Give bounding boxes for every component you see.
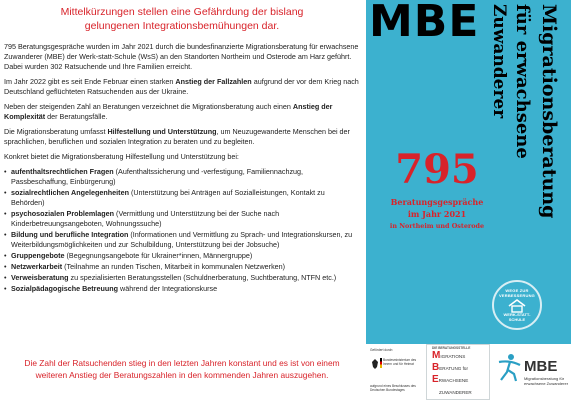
paragraph-2: [4, 77, 360, 97]
body-text: [4, 42, 360, 295]
p2-b: Anstieg der Fallzahlen: [175, 77, 252, 86]
service-bold: Netzwerkarbeit: [11, 262, 63, 271]
poster-vertical-1: Migrationsberatung: [538, 4, 560, 219]
list-item: [4, 209, 360, 229]
bmi-ministry: Bundesministerium des Innern und für Heimat: [383, 358, 417, 366]
mbe-logo-subtitle: Migrationsberatung für erwachsene Zuwanderer: [524, 376, 569, 386]
mbe-logo-letter: E: [432, 374, 439, 385]
poster-vertical-2: für erwachsene: [512, 4, 533, 159]
list-item: [4, 188, 360, 208]
list-item: [4, 284, 360, 294]
p4-c: , um Neuzugewanderte Menschen bei der sprachlichen, beruflichen und sozialen Integration zu beraten und zu begleiten.: [4, 127, 350, 146]
p4-b: Hilfestellung und Unterstützung: [107, 127, 217, 136]
headline-line1: Mittelkürzungen stellen eine Gefährdung der bislang: [60, 6, 304, 18]
p1-b: wurden im: [84, 42, 122, 51]
stat-line2: im Jahr 2021: [407, 209, 467, 219]
mbe-logo-row: [432, 363, 468, 374]
poster-brand: MBE: [369, 0, 480, 47]
mbe-logo-text: ZUWANDERER: [439, 390, 472, 395]
mbe-logo-text: RWACHSENE: [438, 378, 469, 383]
service-rest: (Teilnahme an runden Tischen, Mitarbeit in kommunalen Netzwerken): [62, 262, 286, 271]
bmi-decision: aufgrund eines Beschlusses des Deutschen Bundestages: [370, 384, 416, 392]
service-rest: (Vermittlung und Unterstützung bei der Suche nach Kinderbetreuungsangeboten, Wohnungssuche): [11, 209, 280, 228]
poster-number: 795: [395, 146, 479, 193]
person-figure-icon: [496, 352, 522, 382]
service-rest: während der Integrationskurse: [118, 284, 218, 293]
list-item: [4, 167, 360, 187]
p1-c: Jahr 2021: [121, 42, 154, 51]
service-bold: Verweisberatung: [11, 273, 69, 282]
house-icon: [507, 299, 527, 313]
paragraph-3: [4, 102, 360, 122]
list-item: [4, 230, 360, 250]
mbe-letter-logo: [426, 344, 490, 400]
list-item: [4, 273, 360, 283]
paragraph-5: Konkret bietet die Migrationsberatung Hilfestellung und Unterstützung bei:: [4, 152, 239, 161]
eagle-icon: [370, 358, 380, 370]
service-rest: zu spezialisierten Beratungsstellen (Schuldnerberatung, Suchtberatung, NTFN etc.): [68, 273, 337, 282]
mbe-logo-letter: B: [432, 362, 440, 373]
service-bold: psychosozialen Problemlagen: [11, 209, 115, 218]
service-rest: (Aufenthaltssicherung und -verfestigung, Familiennachzug, Passbeschaffung, Einbürgerung): [11, 167, 304, 186]
service-bold: Gruppengebote: [11, 251, 65, 260]
p2-a: Im Jahr 2022 gibt es seit Ende Februar einen starken: [4, 77, 176, 86]
service-bold: sozialrechtlichen Angelegenheiten: [11, 188, 129, 197]
mbe-logo-title: MBE: [524, 358, 558, 375]
text-column: [4, 0, 360, 400]
bmi-funded-label: Gefördert durch:: [370, 348, 394, 352]
service-bold: Bildung und berufliche Integration: [11, 230, 129, 239]
list-item: [4, 262, 360, 272]
badge-bottom: WERK-STATT-SCHULE: [503, 312, 531, 322]
mbe-logo-row: [439, 387, 472, 398]
mbe-logo-text: ERATUNG für: [439, 366, 468, 371]
wss-badge: [492, 280, 542, 330]
mbe-logo-text: IGRATIONS: [440, 354, 466, 359]
services-list: [4, 167, 360, 294]
p1-a: 795 Beratungsgespräche: [4, 42, 85, 51]
service-bold: Sozialpädagogische Betreuung: [11, 284, 119, 293]
stat-line3: in Northeim und Osterode: [389, 222, 485, 230]
service-rest: (Unterstützung bei Anträgen auf Sozialleistungen, Kontakt zu Behörden): [11, 188, 325, 207]
service-rest: (Begegnungsangebote für Ukrainer*innen, Männergruppe): [64, 251, 253, 260]
headline-line2: gelungenen Integrationsbemühungen dar.: [84, 20, 280, 32]
service-rest: (Informationen und Vermittlung zu Sprach- und Integrationskursen, zu Weiterbildungsmöglichkeiten und zur Schulbildung, Unterstützung bei der Jobsuche): [11, 230, 353, 249]
flag-stripe: [380, 358, 382, 368]
p3-a: Neben der steigenden Zahl an Beratungen verzeichnet die Migrationsberatung auch einen: [4, 102, 293, 111]
mbe-logo-row: [432, 351, 465, 362]
mbe-figure-logo: [494, 348, 576, 398]
poster-stats: [374, 196, 500, 232]
badge-top: WEGE ZUR VERBESSERUNG: [499, 288, 535, 298]
paragraph-1: [4, 42, 360, 72]
stat-line1: Beratungsgespräche: [390, 197, 484, 207]
mbe-logo-header: DIE BERATUNGSSTELLE: [432, 346, 471, 350]
p1-d: durch die bundesfinanzierte Migrationsberatung für erwachsene Zuwanderer (MBE) der Werk-statt-Schule (WsS) an den Standorten Northeim und Osterode am Harz geführt. Dabei wurden 302 Ratsuchende und Ihre Familien erreicht.: [4, 42, 359, 71]
p3-c: der Beratungsfälle.: [45, 112, 108, 121]
footer-note: [4, 357, 360, 381]
paragraph-4: [4, 127, 360, 147]
p2-c: aufgrund der vor dem Krieg nach Deutschland geflüchteten Ratsuchenden aus der Ukraine.: [4, 77, 359, 96]
logo-strip: [366, 344, 577, 400]
list-item: [4, 251, 360, 261]
footer-line2: weiteren Anstieg der Beratungszahlen in den kommenden Jahren auszugehen.: [35, 370, 329, 380]
headline: [4, 5, 360, 33]
poster-vertical-3: Zuwanderer: [489, 4, 509, 119]
service-bold: aufenthaltsrechtlichen Fragen: [11, 167, 114, 176]
mbe-poster: [366, 0, 571, 344]
p4-a: Die Migrationsberatung umfasst: [4, 127, 108, 136]
bmi-logo: [368, 346, 424, 398]
footer-line1: Die Zahl der Ratsuchenden stieg in den letzten Jahren konstant und es ist von einem: [24, 358, 340, 368]
p3-b: Anstieg der Komplexität: [4, 102, 333, 121]
mbe-logo-row: [432, 375, 468, 386]
mbe-logo-letter: M: [432, 350, 441, 361]
